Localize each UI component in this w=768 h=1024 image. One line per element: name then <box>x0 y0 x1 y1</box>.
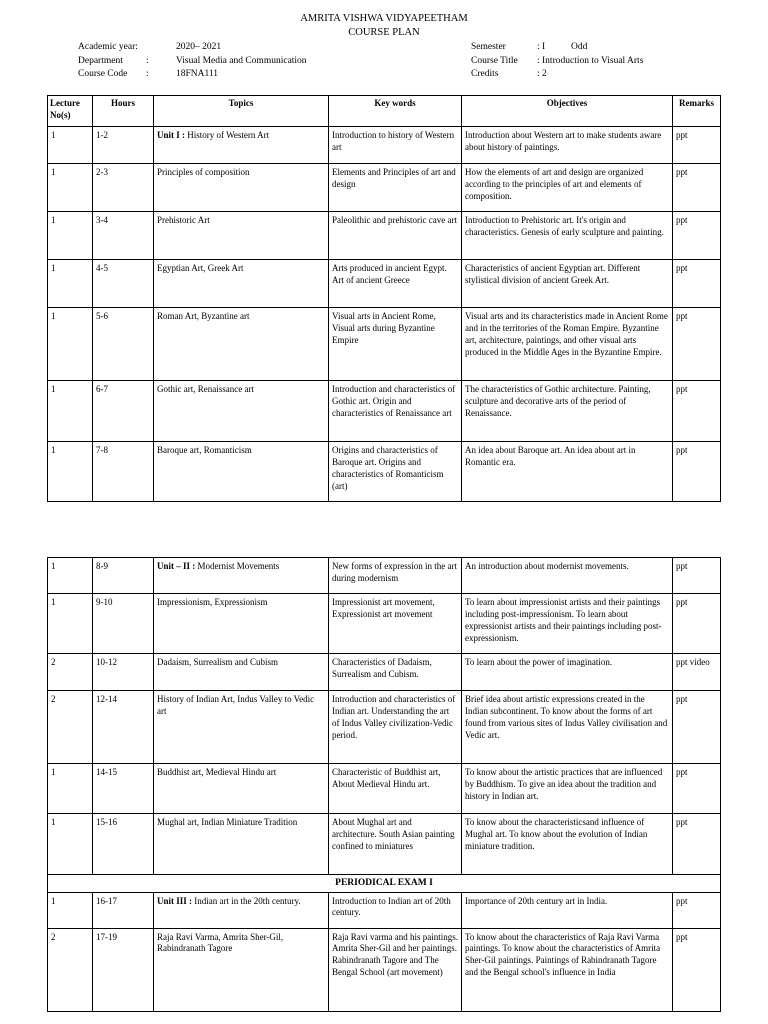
objectives-cell: Introduction about Western art to make students aware about history of paintings. <box>462 127 673 164</box>
lecture-cell: 1 <box>48 260 93 308</box>
course-code-label: Course Code <box>78 69 128 79</box>
lecture-cell: 1 <box>48 381 93 442</box>
lecture-cell: 1 <box>48 442 93 502</box>
table-row <box>48 594 721 654</box>
topic-cell <box>154 691 329 764</box>
topic-cell <box>154 164 329 212</box>
topic-cell <box>154 594 329 654</box>
topic-cell <box>154 127 329 164</box>
semester-type: Odd <box>571 42 588 52</box>
hours-cell: 6-7 <box>93 381 154 442</box>
hours-cell: 17-19 <box>93 928 154 1011</box>
hours-cell: 9-10 <box>93 594 154 654</box>
table-row <box>48 558 721 594</box>
lecture-cell: 1 <box>48 594 93 654</box>
topic-cell <box>154 442 329 502</box>
table-row <box>48 892 721 928</box>
lecture-cell: 2 <box>48 654 93 691</box>
header-keywords: Key words <box>329 96 462 127</box>
topic-text: Mughal art, Indian Miniature Tradition <box>157 817 298 827</box>
topic-text: Egyptian Art, Greek Art <box>157 263 244 273</box>
academic-year-label: Academic year: <box>78 42 138 52</box>
header-objectives: Objectives <box>462 96 673 127</box>
objectives-cell: Importance of 20th century art in India. <box>462 892 673 928</box>
objectives-cell: To learn about the power of imagination. <box>462 654 673 691</box>
table-row <box>48 212 721 260</box>
remarks-cell: ppt <box>673 212 721 260</box>
table-row <box>48 308 721 381</box>
keywords-cell: Introduction and characteristics of Gothic art. Origin and characteristics of Renaissance art <box>329 381 462 442</box>
topic-text: Impressionism, Expressionism <box>157 597 268 607</box>
objectives-cell: To know about the characteristics of Raja Ravi Varma paintings. To know about the characteristics of Amrita Sher-Gil paintings. Paintings of Rabindranath Tagore and the Bengal school's influence in India <box>462 928 673 1011</box>
keywords-cell: Raja Ravi varma and his paintings. Amrita Sher-Gil and her paintings. Rabindranath Tagore and The Bengal School (art movement) <box>329 928 462 1011</box>
exam-label: PERIODICAL EXAM I <box>48 875 721 893</box>
exam-row <box>48 875 721 893</box>
lecture-cell: 1 <box>48 814 93 875</box>
topic-text: Gothic art, Renaissance art <box>157 384 254 394</box>
topic-cell <box>154 381 329 442</box>
remarks-cell: ppt <box>673 928 721 1011</box>
unit-label: Unit I : <box>157 130 186 140</box>
objectives-cell: The characteristics of Gothic architecture. Painting, sculpture and decorative arts of the period of Renaissance. <box>462 381 673 442</box>
remarks-cell: ppt <box>673 442 721 502</box>
header-hours: Hours <box>93 96 154 127</box>
table-row <box>48 814 721 875</box>
table-row <box>48 164 721 212</box>
remarks-cell: ppt <box>673 164 721 212</box>
academic-year-value: 2020– 2021 <box>176 42 222 52</box>
credits-value: : 2 <box>537 69 547 79</box>
remarks-cell: ppt <box>673 892 721 928</box>
course-title-value: : Introduction to Visual Arts <box>537 56 644 66</box>
topic-text: Buddhist art, Medieval Hindu art <box>157 767 277 777</box>
topic-text: Dadaism, Surrealism and Cubism <box>157 657 278 667</box>
topic-cell <box>154 764 329 814</box>
hours-cell: 8-9 <box>93 558 154 594</box>
topic-text: Roman Art, Byzantine art <box>157 311 250 321</box>
department-label: Department <box>78 56 123 66</box>
semester-label: Semester <box>471 42 506 52</box>
topic-text: Prehistoric Art <box>157 215 210 225</box>
lecture-cell: 1 <box>48 127 93 164</box>
keywords-cell: New forms of expression in the art during modernism <box>329 558 462 594</box>
topic-cell <box>154 892 329 928</box>
objectives-cell: Characteristics of ancient Egyptian art. Different stylistical division of ancient Greek Art. <box>462 260 673 308</box>
topic-cell <box>154 654 329 691</box>
lecture-cell: 2 <box>48 691 93 764</box>
objectives-cell: Introduction to Prehistoric art. It's origin and characteristics. Genesis of early sculpture and painting. <box>462 212 673 260</box>
keywords-cell: Characteristic of Buddhist art, About Medieval Hindu art. <box>329 764 462 814</box>
topic-cell <box>154 260 329 308</box>
header-topics: Topics <box>154 96 329 127</box>
department-colon: : <box>146 56 149 66</box>
remarks-cell: ppt <box>673 260 721 308</box>
document-title: COURSE PLAN <box>348 27 420 38</box>
lecture-cell: 1 <box>48 164 93 212</box>
table-row <box>48 764 721 814</box>
lecture-cell: 1 <box>48 212 93 260</box>
objectives-cell: To learn about impressionist artists and their paintings including post-impressionism. To learn about expressionist artists and their paintings including post-expressionism. <box>462 594 673 654</box>
keywords-cell: Paleolithic and prehistoric cave art <box>329 212 462 260</box>
keywords-cell: Characteristics of Dadaism, Surrealism and Cubism. <box>329 654 462 691</box>
table-row <box>48 654 721 691</box>
keywords-cell: Elements and Principles of art and design <box>329 164 462 212</box>
keywords-cell: Origins and characteristics of Baroque art. Origins and characteristics of Romanticism (art) <box>329 442 462 502</box>
hours-cell: 14-15 <box>93 764 154 814</box>
topic-text: History of Indian Art, Indus Valley to Vedic art <box>157 694 315 716</box>
hours-cell: 7-8 <box>93 442 154 502</box>
remarks-cell: ppt <box>673 691 721 764</box>
topic-text: Baroque art, Romanticism <box>157 445 252 455</box>
topic-cell <box>154 558 329 594</box>
table-header-row <box>48 96 721 127</box>
keywords-cell: Introduction and characteristics of Indian art. Understanding the art of Indus Valley civilization-Vedic period. <box>329 691 462 764</box>
remarks-cell: ppt <box>673 764 721 814</box>
hours-cell: 2-3 <box>93 164 154 212</box>
keywords-cell: Impressionist art movement, Expressionist art movement <box>329 594 462 654</box>
remarks-cell: ppt <box>673 381 721 442</box>
header-remarks: Remarks <box>673 96 721 127</box>
credits-label: Credits <box>471 69 499 79</box>
remarks-cell: ppt <box>673 308 721 381</box>
hours-cell: 4-5 <box>93 260 154 308</box>
hours-cell: 5-6 <box>93 308 154 381</box>
hours-cell: 10-12 <box>93 654 154 691</box>
keywords-cell: Introduction to history of Western art <box>329 127 462 164</box>
table-row <box>48 928 721 1011</box>
hours-cell: 12-14 <box>93 691 154 764</box>
lecture-cell: 1 <box>48 764 93 814</box>
topic-text: Modernist Movements <box>195 561 280 571</box>
course-code-value: 18FNA111 <box>176 69 219 79</box>
topic-text: Principles of composition <box>157 167 250 177</box>
remarks-cell: ppt video <box>673 654 721 691</box>
unit-label: Unit III : <box>157 895 193 906</box>
unit-label: Unit – II : <box>157 561 196 571</box>
topic-text: Indian art in the 20th century. <box>192 895 301 906</box>
header-lecture: Lecture No(s) <box>48 96 93 127</box>
lecture-cell: 1 <box>48 892 93 928</box>
table-row <box>48 691 721 764</box>
objectives-cell: Visual arts and its characteristics made in Ancient Rome and in the territories of the Roman Empire. Byzantine art, architecture, paintings, and other visual arts produced in the Middle Ages in the Byzantine Empire. <box>462 308 673 381</box>
course-plan-table-part1 <box>47 95 721 502</box>
topic-cell <box>154 814 329 875</box>
hours-cell: 3-4 <box>93 212 154 260</box>
remarks-cell: ppt <box>673 558 721 594</box>
topic-text: History of Western Art <box>185 130 270 140</box>
course-plan-table-part2 <box>47 557 721 1012</box>
objectives-cell: An introduction about modernist movements. <box>462 558 673 594</box>
course-title-label: Course Title <box>471 56 518 66</box>
table-row <box>48 442 721 502</box>
topic-cell <box>154 212 329 260</box>
keywords-cell: Arts produced in ancient Egypt. Art of ancient Greece <box>329 260 462 308</box>
objectives-cell: An idea about Baroque art. An idea about art in Romantic era. <box>462 442 673 502</box>
topic-cell <box>154 928 329 1011</box>
lecture-cell: 1 <box>48 308 93 381</box>
keywords-cell: Introduction to Indian art of 20th century. <box>329 892 462 928</box>
objectives-cell: To know about the characteristicsand influence of Mughal art. To know about the evolution of Indian miniature tradition. <box>462 814 673 875</box>
lecture-cell: 1 <box>48 558 93 594</box>
table-row <box>48 127 721 164</box>
topic-text: Raja Ravi Varma, Amrita Sher-Gil, Rabindranath Tagore <box>157 931 284 954</box>
course-code-colon: : <box>146 69 149 79</box>
remarks-cell: ppt <box>673 814 721 875</box>
institution-name: AMRITA VISHWA VIDYAPEETHAM <box>300 13 468 24</box>
semester-value: : I <box>537 42 546 52</box>
department-value: Visual Media and Communication <box>176 56 307 66</box>
remarks-cell: ppt <box>673 127 721 164</box>
keywords-cell: About Mughal art and architecture. South Asian painting confined to miniatures <box>329 814 462 875</box>
hours-cell: 15-16 <box>93 814 154 875</box>
lecture-cell: 2 <box>48 928 93 1011</box>
objectives-cell: To know about the artistic practices that are influenced by Buddhism. To give an idea about the tradition and history in Indian art. <box>462 764 673 814</box>
objectives-cell: Brief idea about artistic expressions created in the Indian subcontinent. To know about the forms of art found from various sites of Indus Valley civilisation and Vedic art. <box>462 691 673 764</box>
objectives-cell: How the elements of art and design are organized according to the principles of art and elements of composition. <box>462 164 673 212</box>
remarks-cell: ppt <box>673 594 721 654</box>
topic-cell <box>154 308 329 381</box>
hours-cell: 16-17 <box>93 892 154 928</box>
table-row <box>48 381 721 442</box>
table-row <box>48 260 721 308</box>
hours-cell: 1-2 <box>93 127 154 164</box>
keywords-cell: Visual arts in Ancient Rome, Visual arts during Byzantine Empire <box>329 308 462 381</box>
